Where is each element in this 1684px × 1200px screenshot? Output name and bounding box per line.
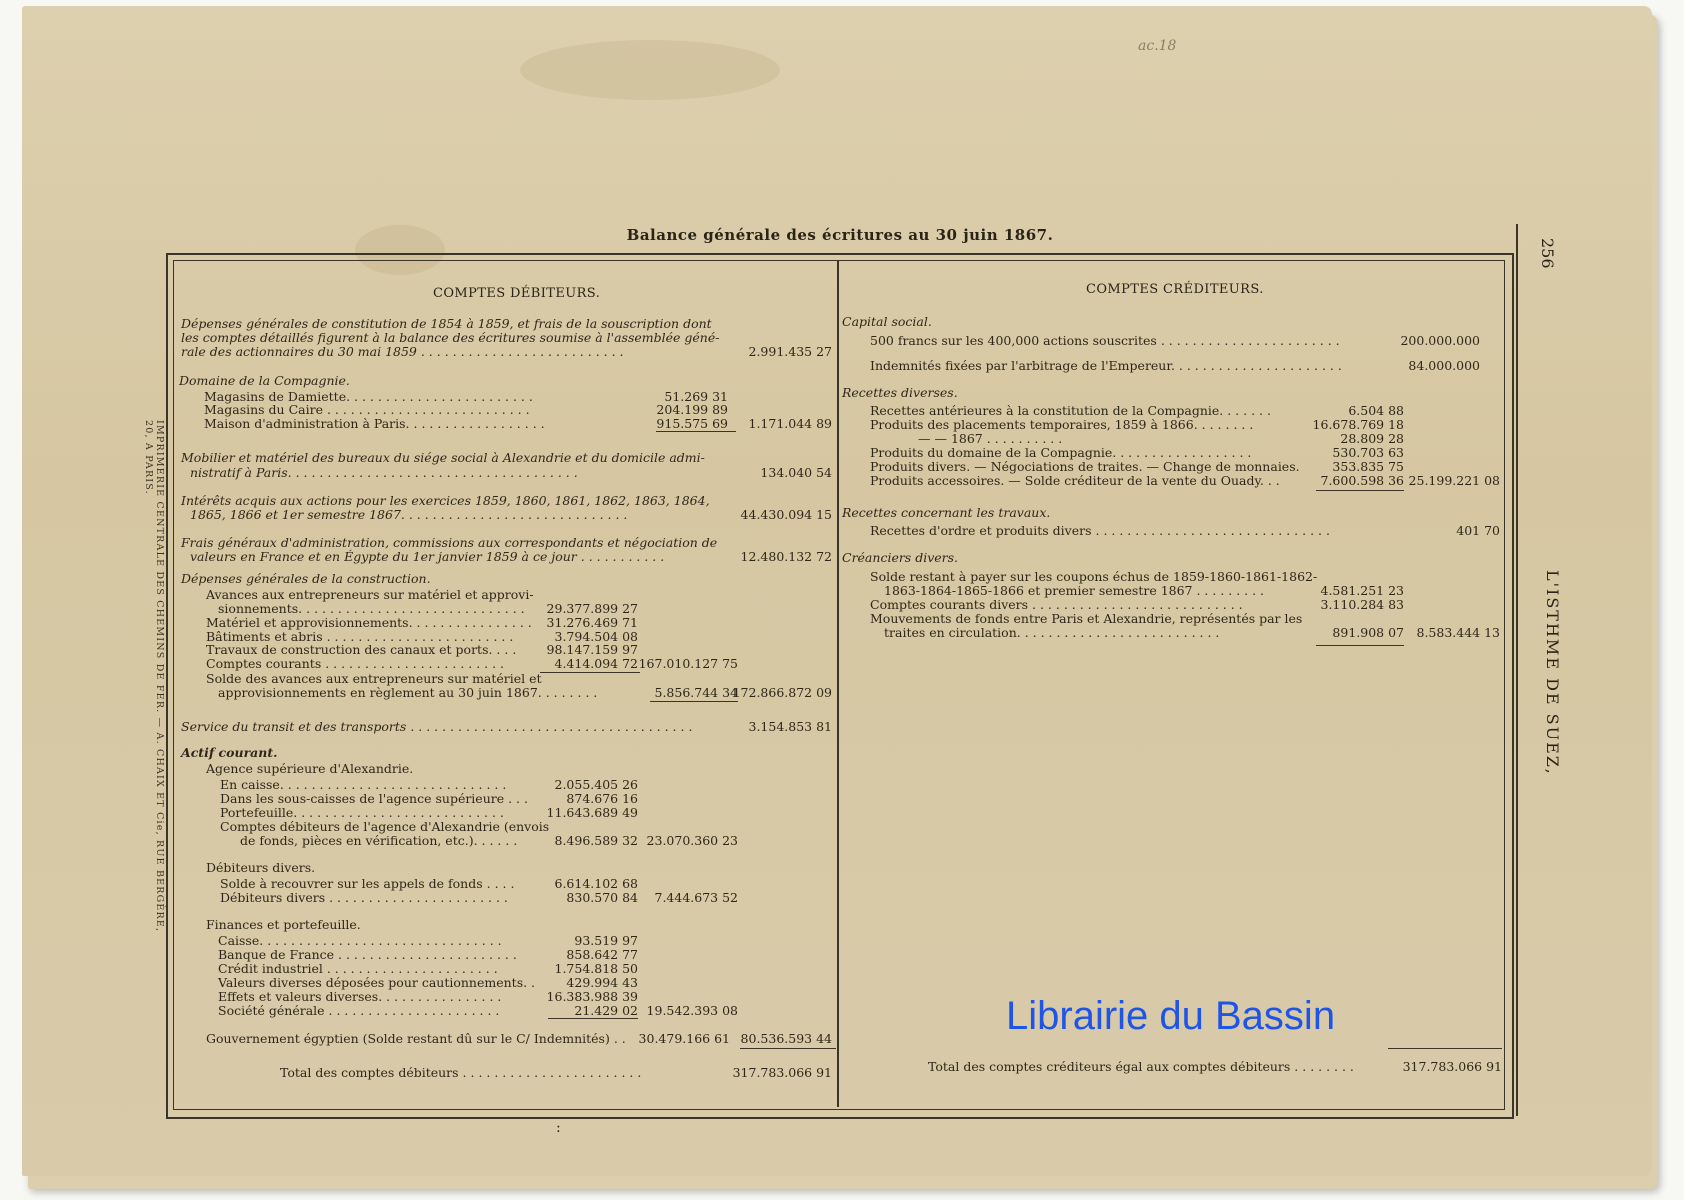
amount: 172.866.872 09 bbox=[732, 685, 832, 700]
amount: 891.908 07 bbox=[1332, 625, 1404, 640]
amount: 25.199.221 08 bbox=[1408, 473, 1500, 488]
text-line: Travaux de construction des canaux et ports. . . . bbox=[206, 642, 517, 657]
text-line: Finances et portefeuille. bbox=[206, 917, 361, 932]
amount: 401 70 bbox=[1456, 523, 1500, 538]
amount: 353.835 75 bbox=[1332, 459, 1404, 474]
text-line: Comptes courants divers . . . . . . . . . . . . . . . . . . . . . . . . . . . bbox=[870, 597, 1243, 612]
text-line: Valeurs diverses déposées pour cautionnements. . bbox=[218, 975, 536, 990]
text-line: Solde à recouvrer sur les appels de fonds . . . . bbox=[220, 876, 515, 891]
ink-dot: : bbox=[556, 1120, 561, 1136]
amount: 16.678.769 18 bbox=[1312, 417, 1404, 432]
watermark-text: Librairie du Bassin bbox=[1006, 994, 1336, 1038]
text-line: valeurs en France et en Égypte du 1er janvier 1859 à ce jour . . . . . . . . . . . bbox=[190, 549, 665, 564]
text-line: Recettes antérieures à la constitution de la Compagnie. . . . . . . bbox=[870, 403, 1271, 418]
text-line: En caisse. . . . . . . . . . . . . . . . . . . . . . . . . . . . . bbox=[220, 777, 507, 792]
amount: 1.754.818 50 bbox=[554, 961, 638, 976]
debit-total-label: Total des comptes débiteurs . . . . . . . . . . . . . . . . . . . . . . . bbox=[280, 1065, 642, 1080]
amount: 3.154.853 81 bbox=[748, 719, 832, 734]
amount: 874.676 16 bbox=[566, 791, 638, 806]
amount: 530.703 63 bbox=[1332, 445, 1404, 460]
text-line: Débiteurs divers. bbox=[206, 860, 316, 875]
text-line: Gouvernement égyptien (Solde restant dû sur le C/ Indemnités) . . bbox=[206, 1031, 626, 1046]
amount: 915.575 69 bbox=[656, 416, 728, 431]
amount: 2.991.435 27 bbox=[748, 344, 832, 359]
amount: 204.199 89 bbox=[656, 402, 728, 417]
text-line: nistratif à Paris. . . . . . . . . . . . . . . . . . . . . . . . . . . . . . . . . . . . . bbox=[190, 465, 578, 480]
section-heading: Recettes concernant les travaux. bbox=[842, 505, 1051, 520]
printer-imprint: IMPRIMERIE CENTRALE DES CHEMINS DE FER. — A. CHAIX ET Cie, RUE BERGÈRE, 20, A PARIS. bbox=[143, 420, 165, 933]
text-line: Produits accessoires. — Solde créditeur de la vente du Ouady. . . bbox=[870, 473, 1280, 488]
amount: 6.504 88 bbox=[1348, 403, 1404, 418]
text-line: — — 1867 . . . . . . . . . . bbox=[918, 431, 1063, 446]
amount: 84.000.000 bbox=[1408, 358, 1480, 373]
text-line: Indemnités fixées par l'arbitrage de l'Empereur. . . . . . . . . . . . . . . . . . . . . . bbox=[870, 358, 1342, 373]
amount: 3.794.504 08 bbox=[554, 629, 638, 644]
page-title: Balance générale des écritures au 30 juin 1867. bbox=[626, 226, 1054, 244]
credit-total-amount: 317.783.066 91 bbox=[1402, 1059, 1502, 1074]
credit-column-header: COMPTES CRÉDITEURS. bbox=[1086, 282, 1264, 297]
column-divider bbox=[837, 261, 839, 1107]
text-line: Solde restant à payer sur les coupons échus de 1859-1860-1861-1862- bbox=[870, 569, 1318, 584]
text-line: Produits du domaine de la Compagnie. . . . . . . . . . . . . . . . . . bbox=[870, 445, 1252, 460]
amount: 3.110.284 83 bbox=[1320, 597, 1404, 612]
amount: 7.600.598 36 bbox=[1320, 473, 1404, 488]
section-heading: Dépenses générales de la construction. bbox=[181, 571, 431, 586]
text-line: Mouvements de fonds entre Paris et Alexandrie, représentés par les bbox=[870, 611, 1303, 626]
text-line: 500 francs sur les 400,000 actions souscrites . . . . . . . . . . . . . . . . . . . . . . . bbox=[870, 333, 1340, 348]
amount: 830.570 84 bbox=[566, 890, 638, 905]
amount: 6.614.102 68 bbox=[554, 876, 638, 891]
text-line: Dans les sous-caisses de l'agence supérieure . . . bbox=[220, 791, 528, 806]
amount: 12.480.132 72 bbox=[740, 549, 832, 564]
text-line: rale des actionnaires du 30 mai 1859 . . . . . . . . . . . . . . . . . . . . . . . . . . bbox=[181, 344, 624, 359]
text-line: Caisse. . . . . . . . . . . . . . . . . . . . . . . . . . . . . . . bbox=[218, 933, 502, 948]
text-line: Matériel et approvisionnements. . . . . . . . . . . . . . . . bbox=[206, 615, 532, 630]
pencil-annotation: ac.18 bbox=[1138, 38, 1177, 54]
text-line: Solde des avances aux entrepreneurs sur matériel et bbox=[206, 671, 542, 686]
section-heading: Capital social. bbox=[842, 314, 932, 329]
rule bbox=[1316, 490, 1404, 491]
text-line: Bâtiments et abris . . . . . . . . . . . . . . . . . . . . . . . . bbox=[206, 629, 514, 644]
amount: 98.147.159 97 bbox=[546, 642, 638, 657]
text-line: Mobilier et matériel des bureaux du siége social à Alexandrie et du domicile admi- bbox=[181, 450, 705, 465]
amount: 2.055.405 26 bbox=[554, 777, 638, 792]
amount: 29.377.899 27 bbox=[546, 601, 638, 616]
amount: 28.809 28 bbox=[1340, 431, 1404, 446]
text-line: Intérêts acquis aux actions pour les exercices 1859, 1860, 1861, 1862, 1863, 1864, bbox=[181, 493, 710, 508]
text-line: Service du transit et des transports . . . . . . . . . . . . . . . . . . . . . . . . . . . . . . . . . . . . bbox=[181, 719, 693, 734]
page-number: 256 bbox=[1538, 238, 1557, 269]
rule bbox=[540, 672, 640, 673]
text-line: Crédit industriel . . . . . . . . . . . . . . . . . . . . . . bbox=[218, 961, 498, 976]
section-heading: Recettes diverses. bbox=[842, 385, 958, 400]
stain bbox=[520, 40, 780, 100]
credit-total-label: Total des comptes créditeurs égal aux comptes débiteurs . . . . . . . . bbox=[928, 1059, 1354, 1074]
amount: 8.583.444 13 bbox=[1416, 625, 1500, 640]
text-line: approvisionnements en règlement au 30 juin 1867. . . . . . . . bbox=[218, 685, 598, 700]
amount: 134.040 54 bbox=[760, 465, 832, 480]
text-line: 1863-1864-1865-1866 et premier semestre 1867 . . . . . . . . . bbox=[884, 583, 1265, 598]
rule bbox=[650, 701, 738, 702]
text-line: Produits divers. — Négociations de traites. — Change de monnaies. bbox=[870, 459, 1300, 474]
running-header: L'ISTHME DE SUEZ, bbox=[1543, 570, 1562, 776]
text-line: Avances aux entrepreneurs sur matériel et approvi- bbox=[206, 587, 534, 602]
rule bbox=[1316, 645, 1404, 646]
amount: 4.414.094 72 bbox=[554, 656, 638, 671]
amount: 80.536.593 44 bbox=[740, 1031, 832, 1046]
text-line: Comptes courants . . . . . . . . . . . . . . . . . . . . . . . bbox=[206, 656, 505, 671]
amount: 31.276.469 71 bbox=[546, 615, 638, 630]
text-line: Effets et valeurs diverses. . . . . . . . . . . . . . . . bbox=[218, 989, 502, 1004]
amount: 44.430.094 15 bbox=[740, 507, 832, 522]
text-line: Maison d'administration à Paris. . . . . . . . . . . . . . . . . . bbox=[204, 416, 545, 431]
text-line: Comptes débiteurs de l'agence d'Alexandrie (envois bbox=[220, 819, 550, 834]
amount: 11.643.689 49 bbox=[546, 805, 638, 820]
amount: 5.856.744 34 bbox=[654, 685, 738, 700]
amount: 30.479.166 61 bbox=[638, 1031, 730, 1046]
debit-total-amount: 317.783.066 91 bbox=[732, 1065, 832, 1080]
rule bbox=[548, 1018, 638, 1019]
amount: 51.269 31 bbox=[664, 389, 728, 404]
amount: 167.010.127 75 bbox=[638, 656, 738, 671]
text-line: les comptes détaillés figurent à la balance des écritures soumise à l'assemblée géné- bbox=[181, 330, 720, 345]
debit-column-header: COMPTES DÉBITEURS. bbox=[433, 286, 601, 301]
text-line: Recettes d'ordre et produits divers . . . . . . . . . . . . . . . . . . . . . . . . . . . . . . bbox=[870, 523, 1330, 538]
text-line: traites en circulation. . . . . . . . . . . . . . . . . . . . . . . . . . bbox=[884, 625, 1220, 640]
text-line: Produits des placements temporaires, 1859 à 1866. . . . . . . . bbox=[870, 417, 1254, 432]
amount: 16.383.988 39 bbox=[546, 989, 638, 1004]
section-heading: Domaine de la Compagnie. bbox=[179, 373, 350, 388]
text-line: de fonds, pièces en vérification, etc.). . . . . . bbox=[240, 833, 518, 848]
text-line: Magasins du Caire . . . . . . . . . . . . . . . . . . . . . . . . . . bbox=[204, 402, 530, 417]
text-line: Banque de France . . . . . . . . . . . . . . . . . . . . . . . bbox=[218, 947, 517, 962]
text-line: Dépenses générales de constitution de 1854 à 1859, et frais de la souscription dont bbox=[181, 316, 712, 331]
text-line: Frais généraux d'administration, commissions aux correspondants et négociation de bbox=[181, 535, 718, 550]
margin-rule bbox=[1516, 224, 1518, 1116]
rule bbox=[740, 1048, 836, 1049]
text-line: Magasins de Damiette. . . . . . . . . . . . . . . . . . . . . . . . bbox=[204, 389, 533, 404]
section-heading: Actif courant. bbox=[181, 745, 278, 760]
rule bbox=[656, 431, 736, 432]
text-line: Agence supérieure d'Alexandrie. bbox=[206, 761, 414, 776]
amount: 200.000.000 bbox=[1400, 333, 1480, 348]
amount: 23.070.360 23 bbox=[646, 833, 738, 848]
amount: 19.542.393 08 bbox=[646, 1003, 738, 1018]
amount: 4.581.251 23 bbox=[1320, 583, 1404, 598]
text-line: Portefeuille. . . . . . . . . . . . . . . . . . . . . . . . . . . bbox=[220, 805, 504, 820]
rule bbox=[1388, 1048, 1502, 1049]
section-heading: Créanciers divers. bbox=[842, 550, 959, 565]
amount: 1.171.044 89 bbox=[748, 416, 832, 431]
amount: 429.994 43 bbox=[566, 975, 638, 990]
amount: 7.444.673 52 bbox=[654, 890, 738, 905]
text-line: sionnements. . . . . . . . . . . . . . . . . . . . . . . . . . . . . bbox=[218, 601, 525, 616]
text-line: Société générale . . . . . . . . . . . . . . . . . . . . . . bbox=[218, 1003, 500, 1018]
amount: 21.429 02 bbox=[574, 1003, 638, 1018]
amount: 93.519 97 bbox=[574, 933, 638, 948]
text-line: Débiteurs divers . . . . . . . . . . . . . . . . . . . . . . . bbox=[220, 890, 508, 905]
text-line: 1865, 1866 et 1er semestre 1867. . . . . . . . . . . . . . . . . . . . . . . . . . . . . bbox=[190, 507, 628, 522]
amount: 858.642 77 bbox=[566, 947, 638, 962]
amount: 8.496.589 32 bbox=[554, 833, 638, 848]
